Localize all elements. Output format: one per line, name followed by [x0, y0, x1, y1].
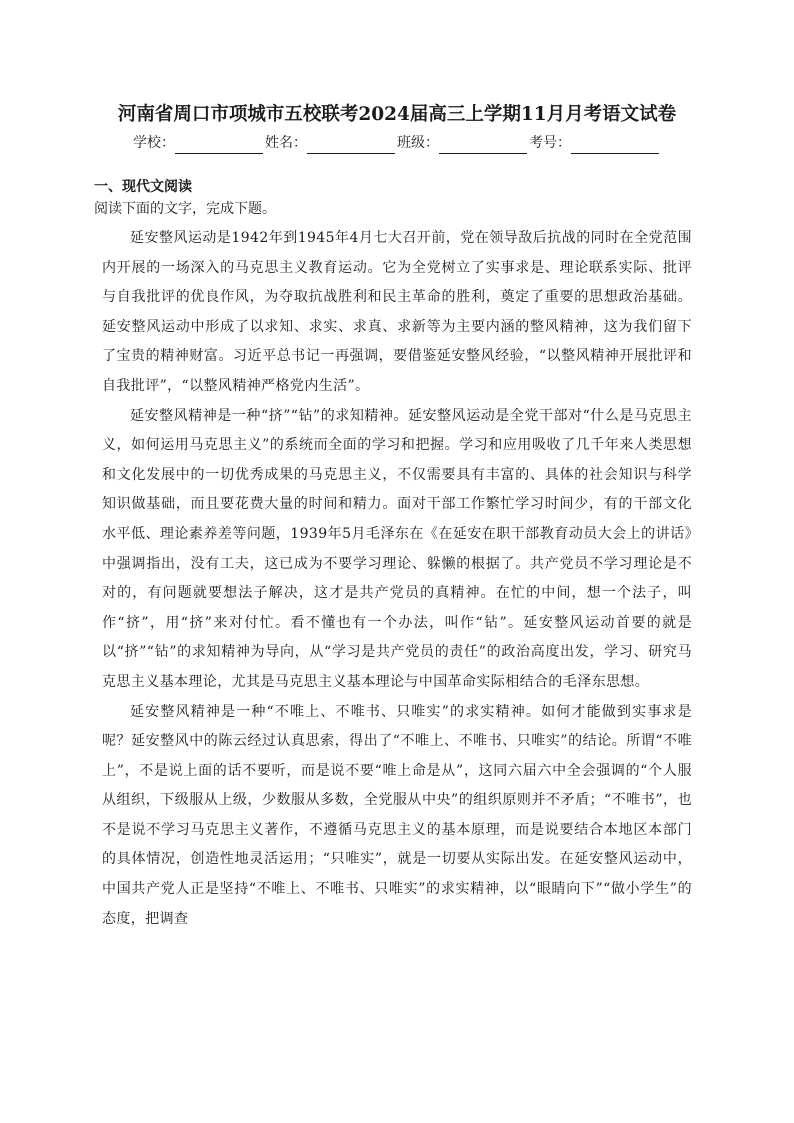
name-label: 姓名：: [265, 135, 307, 151]
school-blank: [175, 137, 263, 154]
name-field: [265, 132, 397, 154]
exam-title: 河南省周口市项城市五校联考2024届高三上学期11月月考语文试卷: [117, 104, 677, 125]
passage-paragraph-1: 延安整风运动是1942年到1945年4月七大召开前，党在领导敌后抗战的同时在全党范围内开展的一场深入的马克思主义教育运动。它为全党树立了实事求是、理论联系实际、批评与自我批评的优良作风，为夺取抗战胜利和民主革命的胜利，奠定了重要的思想政治基础。延安整风运动中形成了以求知、求实、求真、求新等为主要内涵的整风精神，这为我们留下了宝贵的精神财富。习近平总书记一再强调，要借鉴延安整风经验，“以整风精神开展批评和自我批评”，“以整风精神严格党内生活”。: [102, 230, 692, 394]
school-label: 学校：: [133, 135, 175, 151]
passage-paragraph-3: 延安整风精神是一种“不唯上、不唯书、只唯实”的求实精神。如何才能做到实事求是呢？延安整风中的陈云经过认真思索，得出了“不唯上、不唯书、只唯实”的结论。所谓“不唯上”，不是说上面的话不要听，而是说不要“唯上命是从”，这同六届六中全会强调的“个人服从组织，下级服从上级，少数服从多数，全党服从中央”的组织原则并不矛盾；“不唯书”，也不是说不学习马克思主义著作，不遵循马克思主义的基本原理，而是说要结合本地区本部门的具体情况，创造性地灵活运用；“只唯实”，就是一切要从实际出发。在延安整风运动中，中国共产党人正是坚持“不唯上、不唯书、只唯实”的求实精神，以“眼睛向下”“做小学生”的态度，把调查: [102, 703, 692, 927]
class-blank: [439, 137, 527, 154]
passage-paragraph-2: 延安整风精神是一种“挤”“钻”的求知精神。延安整风运动是全党干部对“什么是马克思主义，如何运用马克思主义”的系统而全面的学习和把握。学习和应用吸收了几千年来人类思想和文化发展中的一切优秀成果的马克思主义，不仅需要具有丰富的、具体的社会知识与科学知识做基础，而且要花费大量的时间和精力。面对干部工作繁忙学习时间少，有的干部文化水平低、理论素养差等问题，1939年5月毛泽东在《在延安在职干部教育动员大会上的讲话》中强调指出，没有工夫，这已成为不要学习理论、躲懒的根据了。共产党员不学习理论是不对的，有问题就要想法子解决，这才是共产党员的真精神。在忙的中间，想一个法子，叫作“挤”，用“挤”来对付忙。看不懂也有一个办法，叫作“钻”。延安整风运动首要的就是以“挤”“钻”的求知精神为导向，从“学习是共产党员的责任”的政治高度出发，学习、研究马克思主义基本理论，尤其是马克思主义基本理论与中国革命实际相结合的毛泽东思想。: [102, 407, 692, 690]
class-field: [397, 132, 529, 154]
student-info-row: [102, 132, 692, 154]
exam-number-field: [529, 132, 661, 154]
reading-instruction: 阅读下面的文字，完成下题。: [94, 201, 276, 217]
exam-number-label: 考号：: [529, 135, 571, 151]
reading-passage: [102, 224, 692, 934]
school-field: [133, 132, 265, 154]
name-blank: [307, 137, 395, 154]
class-label: 班级：: [397, 135, 439, 151]
exam-number-blank: [571, 137, 659, 154]
section-heading: 一、现代文阅读: [94, 179, 192, 195]
